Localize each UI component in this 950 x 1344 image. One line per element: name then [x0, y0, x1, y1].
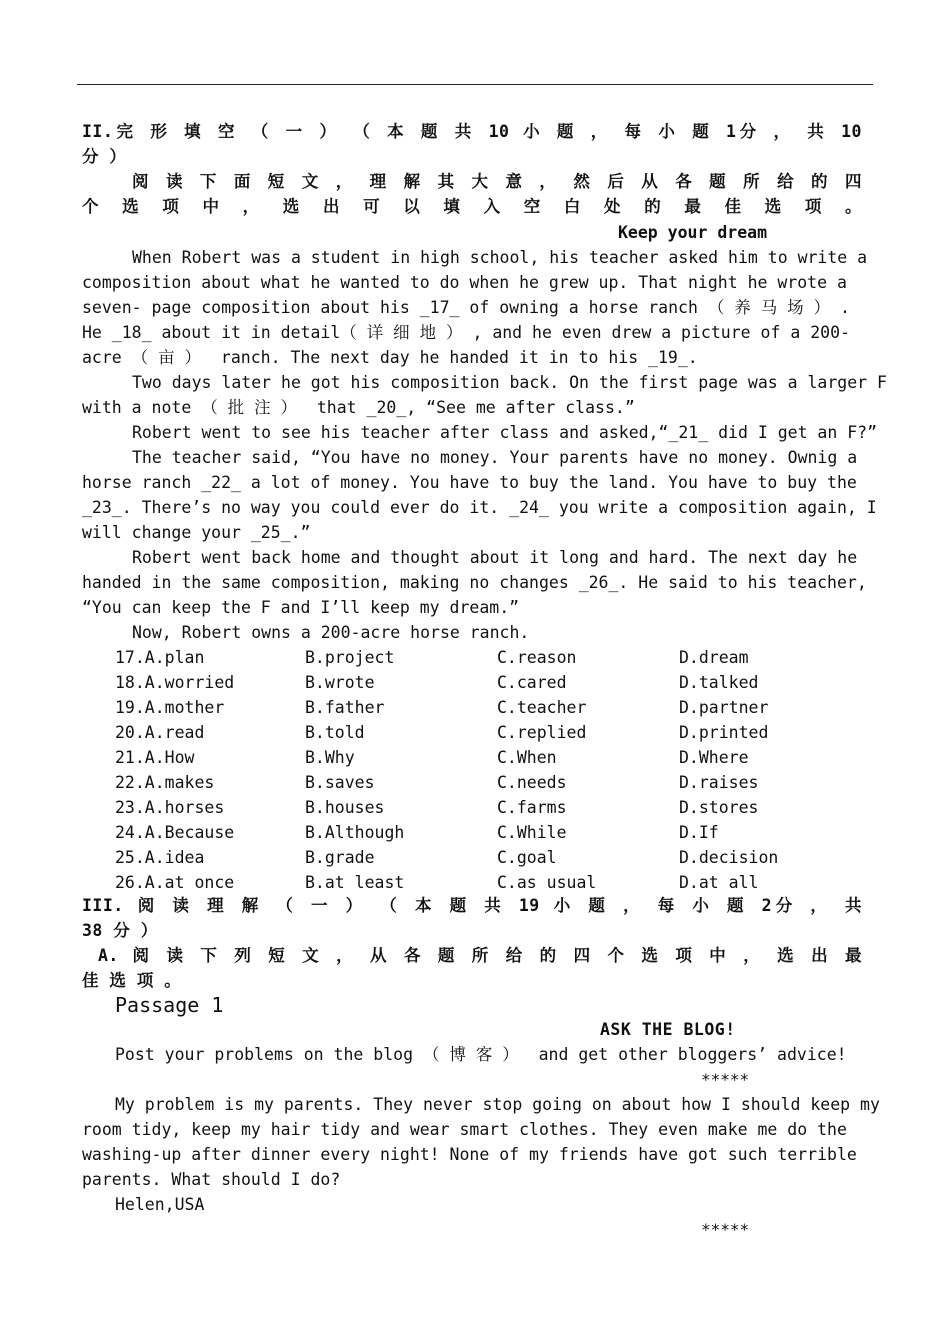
option-c: C.goal	[497, 848, 557, 867]
section2-heading: II.完 形 填 空 （ 一 ） （ 本 题 共 10 小 题 ， 每 小 题 1分 ， 共 10	[82, 122, 862, 141]
option-c: C.While	[497, 823, 567, 842]
option-c: C.as usual	[497, 873, 597, 892]
option-a: 22.A.makes	[115, 773, 215, 792]
top-rule	[77, 84, 873, 85]
passage-line: Robert went to see his teacher after class and asked,“_21_ did I get an F?”	[132, 423, 878, 442]
passage-title: Keep your dream	[618, 223, 768, 242]
option-d: D.partner	[679, 698, 769, 717]
passage-line: acre （ 亩 ） ranch. The next day he handed it in to his _19_.	[82, 348, 698, 367]
option-c: C.teacher	[497, 698, 587, 717]
blog-title: ASK THE BLOG!	[600, 1020, 736, 1039]
option-b: B.houses	[305, 798, 385, 817]
passage-line: composition about what he wanted to do when he grew up. That night he wrote a	[82, 273, 847, 292]
letter-line: washing-up after dinner every night! None of my friends have got such terrible	[82, 1145, 857, 1164]
section3-instruction-cont: 佳 选 项 。	[82, 971, 182, 990]
blog-intro: Post your problems on the blog （ 博 客 ） and get other bloggers’ advice!	[115, 1045, 847, 1064]
option-c: C.farms	[497, 798, 567, 817]
option-a: 21.A.How	[115, 748, 195, 767]
option-a: 18.A.worried	[115, 673, 235, 692]
letter-line: room tidy, keep my hair tidy and wear smart clothes. They even make me do the	[82, 1120, 847, 1139]
section3-heading-cont: 38 分 ）	[82, 921, 158, 940]
option-b: B.father	[305, 698, 385, 717]
option-b: B.at least	[305, 873, 405, 892]
passage-line: Two days later he got his composition back. On the first page was a larger F	[132, 373, 887, 392]
section2-instruction: 阅 读 下 面 短 文 ， 理 解 其 大 意 ， 然 后 从 各 题 所 给 的 四	[132, 172, 862, 191]
option-a: 17.A.plan	[115, 648, 205, 667]
passage-line: seven- page composition about his _17_ of owning a horse ranch （ 养 马 场 ） .	[82, 298, 850, 317]
option-d: D.at all	[679, 873, 759, 892]
option-b: B.told	[305, 723, 365, 742]
separator-stars: *****	[701, 1070, 750, 1089]
separator-stars: *****	[701, 1220, 750, 1239]
option-a: 19.A.mother	[115, 698, 225, 717]
option-b: B.wrote	[305, 673, 375, 692]
letter-line: My problem is my parents. They never stop going on about how I should keep my	[115, 1095, 880, 1114]
passage-line: will change your _25_.”	[82, 523, 311, 542]
option-b: B.project	[305, 648, 395, 667]
letter-signature: Helen,USA	[115, 1195, 205, 1214]
option-d: D.If	[679, 823, 719, 842]
option-c: C.When	[497, 748, 557, 767]
option-c: C.cared	[497, 673, 567, 692]
option-d: D.dream	[679, 648, 749, 667]
option-a: 23.A.horses	[115, 798, 225, 817]
passage-line: horse ranch _22_ a lot of money. You have to buy the land. You have to buy the	[82, 473, 857, 492]
passage-line: The teacher said, “You have no money. Your parents have no money. Ownig a	[132, 448, 858, 467]
option-b: B.Although	[305, 823, 405, 842]
passage-line: Robert went back home and thought about it long and hard. The next day he	[132, 548, 858, 567]
option-d: D.talked	[679, 673, 759, 692]
option-b: B.grade	[305, 848, 375, 867]
option-c: C.needs	[497, 773, 567, 792]
passage-line: Now, Robert owns a 200-acre horse ranch.	[132, 623, 530, 642]
letter-line: parents. What should I do?	[82, 1170, 341, 1189]
passage-label: Passage 1	[115, 993, 224, 1017]
option-d: D.printed	[679, 723, 769, 742]
option-a: 25.A.idea	[115, 848, 205, 867]
passage-line: handed in the same composition, making no changes _26_. He said to his teacher,	[82, 573, 867, 592]
option-d: D.Where	[679, 748, 749, 767]
option-b: B.Why	[305, 748, 355, 767]
option-a: 26.A.at once	[115, 873, 235, 892]
option-d: D.stores	[679, 798, 759, 817]
passage-line: He _18_ about it in detail（ 详 细 地 ） , and he even drew a picture of a 200-	[82, 323, 850, 342]
section2-heading-cont: 分 ）	[82, 147, 127, 166]
option-a: 24.A.Because	[115, 823, 235, 842]
passage-line: When Robert was a student in high school, his teacher asked him to write a	[132, 248, 868, 267]
passage-line: with a note （ 批 注 ） that _20_, “See me after class.”	[82, 398, 635, 417]
option-d: D.raises	[679, 773, 759, 792]
passage-line: “You can keep the F and I’ll keep my dream.”	[82, 598, 520, 617]
option-a: 20.A.read	[115, 723, 205, 742]
option-c: C.replied	[497, 723, 587, 742]
passage-line: _23_. There’s no way you could ever do it. _24_ you write a composition again, I	[82, 498, 877, 517]
section3-heading: III. 阅 读 理 解 （ 一 ） （ 本 题 共 19 小 题 ， 每 小 题 2分 ， 共	[82, 896, 862, 915]
section3-instruction: A. 阅 读 下 列 短 文 ， 从 各 题 所 给 的 四 个 选 项 中 ， 选 出 最	[98, 946, 862, 965]
option-d: D.decision	[679, 848, 779, 867]
section2-instruction-cont: 个 选 项 中 ， 选 出 可 以 填 入 空 白 处 的 最 佳 选 项 。	[82, 197, 862, 216]
option-b: B.saves	[305, 773, 375, 792]
option-c: C.reason	[497, 648, 577, 667]
